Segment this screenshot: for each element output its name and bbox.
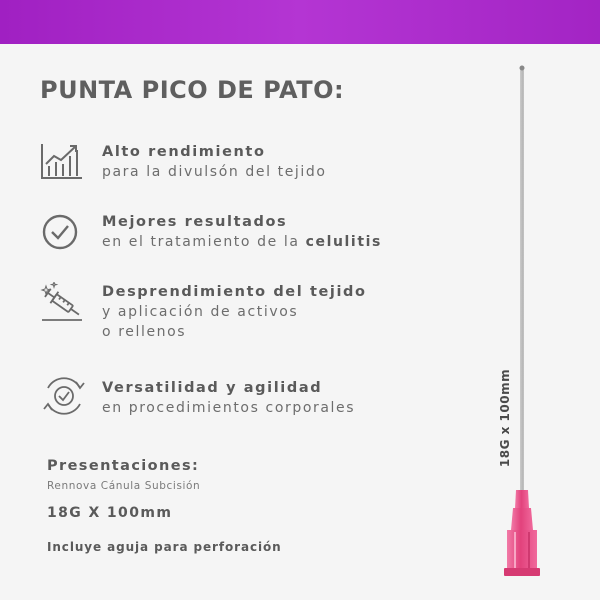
- cannula-hub-body: [511, 508, 533, 530]
- growth-chart-icon: [40, 142, 84, 186]
- feature-description: en procedimientos corporales: [102, 400, 356, 416]
- feature-heading: Alto rendimiento: [102, 144, 266, 160]
- syringe-icon: [40, 282, 84, 326]
- top-banner: [0, 0, 600, 44]
- page-title: PUNTA PICO DE PATO:: [40, 76, 345, 104]
- product-size: 18G X 100mm: [47, 505, 173, 521]
- feature-highlight: celulitis: [305, 234, 382, 250]
- feature-description: y aplicación de activos: [102, 304, 299, 320]
- cannula-hub-neck: [515, 490, 529, 508]
- feature-description: para la divulsón del tejido: [102, 164, 327, 180]
- cannula-illustration: [480, 60, 570, 600]
- included-needle-note: Incluye aguja para perforación: [47, 540, 282, 554]
- feature-heading: Mejores resultados: [102, 214, 288, 230]
- cannula-hub-flange: [504, 568, 540, 576]
- feature-description-continued: o rellenos: [102, 324, 187, 340]
- presentations-heading: Presentaciones:: [47, 458, 200, 474]
- check-circle-icon: [40, 212, 84, 256]
- cannula-shaft: [521, 68, 524, 493]
- cycle-check-icon: [40, 372, 84, 416]
- cannula-tip: [520, 66, 525, 71]
- cannula-size-label: 18G x 100mm: [498, 368, 512, 468]
- cannula-hub-base: [507, 530, 537, 574]
- product-name: Rennova Cánula Subcisión: [47, 480, 201, 492]
- feature-heading: Desprendimiento del tejido: [102, 284, 367, 300]
- feature-heading: Versatilidad y agilidad: [102, 380, 323, 396]
- feature-description: en el tratamiento de la celulitis: [102, 234, 382, 250]
